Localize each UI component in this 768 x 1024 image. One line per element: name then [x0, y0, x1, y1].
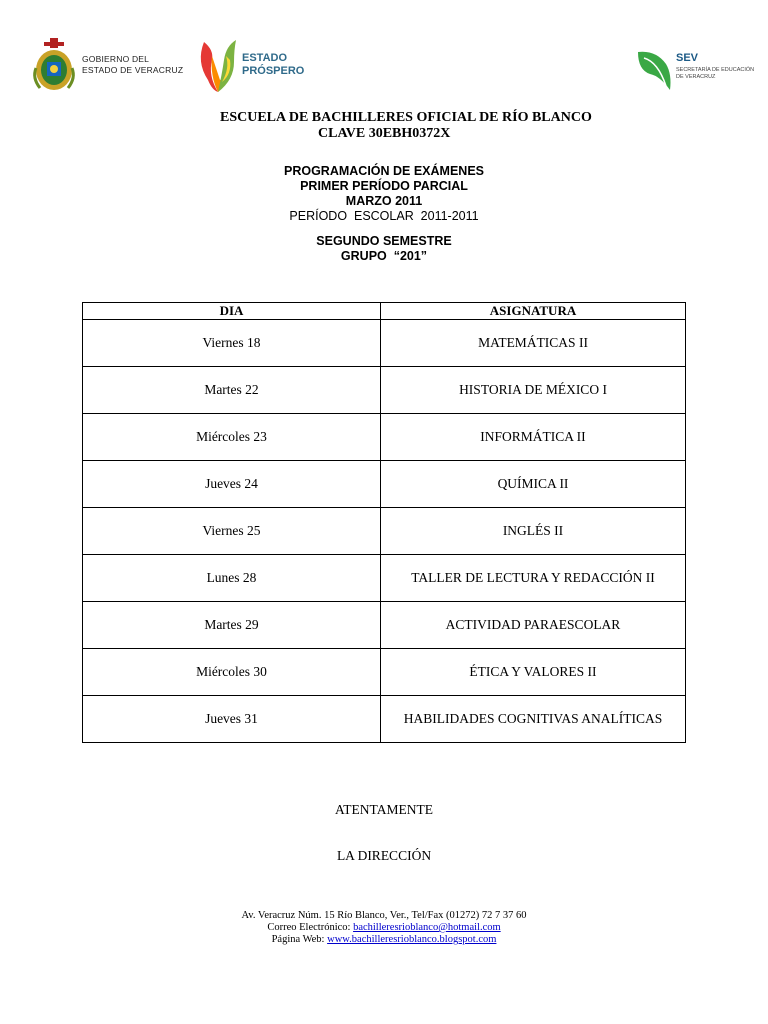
- heading-month: MARZO 2011: [345, 194, 423, 208]
- gobierno-line2: ESTADO DE VERACRUZ: [82, 65, 184, 75]
- cell-asignatura: INFORMÁTICA II: [381, 414, 686, 461]
- website-link[interactable]: www.bachilleresrioblanco.blogspot.com: [327, 934, 497, 945]
- leaf-icon: [636, 46, 676, 92]
- estado-prospero-logo: [196, 36, 326, 100]
- gobierno-line1: GOBIERNO DEL: [82, 54, 150, 64]
- table-header-row: [83, 303, 686, 320]
- cell-asignatura: TALLER DE LECTURA Y REDACCIÓN II: [381, 555, 686, 602]
- cell-dia: Miércoles 30: [83, 649, 381, 696]
- column-header-asignatura: ASIGNATURA: [381, 303, 686, 320]
- heading-group: GRUPO “201”: [340, 249, 428, 263]
- heading-school-year: PERÍODO ESCOLAR 2011-2011: [289, 209, 479, 223]
- column-header-dia: DIA: [83, 303, 381, 320]
- heading-title: PROGRAMACIÓN DE EXÁMENES: [283, 164, 485, 178]
- heading-period: PRIMER PERÍODO PARCIAL: [300, 179, 468, 193]
- cell-asignatura: ÉTICA Y VALORES II: [381, 649, 686, 696]
- footer-address: Av. Veracruz Núm. 15 Río Blanco, Ver., Tel/Fax (01272) 72 7 37 60: [241, 910, 527, 921]
- footer: [0, 910, 768, 946]
- school-clave: CLAVE 30EBH0372X: [318, 126, 451, 141]
- table-row: [83, 696, 686, 743]
- cell-dia: Martes 29: [83, 602, 381, 649]
- table-row: [83, 602, 686, 649]
- veracruz-coat-of-arms-icon: [30, 38, 78, 94]
- table-row: [83, 461, 686, 508]
- cell-asignatura: HISTORIA DE MÉXICO I: [381, 367, 686, 414]
- cell-dia: Miércoles 23: [83, 414, 381, 461]
- cell-asignatura: MATEMÁTICAS II: [381, 320, 686, 367]
- sev-line1: SECRETARÍA DE EDUCACIÓN: [676, 67, 755, 73]
- sev-title: SEV: [676, 52, 699, 64]
- cell-asignatura: HABILIDADES COGNITIVAS ANALÍTICAS: [381, 696, 686, 743]
- cell-dia: Martes 22: [83, 367, 381, 414]
- footer-email-label: Correo Electrónico:: [267, 922, 354, 933]
- exam-schedule-table: [82, 302, 686, 743]
- table-row: [83, 649, 686, 696]
- table-row: [83, 508, 686, 555]
- table-row: [83, 414, 686, 461]
- table-row: [83, 555, 686, 602]
- cell-dia: Jueves 31: [83, 696, 381, 743]
- exam-heading: [0, 164, 768, 264]
- sev-line2: DE VERACRUZ: [676, 73, 716, 80]
- cell-dia: Viernes 18: [83, 320, 381, 367]
- cell-dia: Viernes 25: [83, 508, 381, 555]
- flame-icon: [196, 36, 240, 96]
- email-link[interactable]: bachilleresrioblanco@hotmail.com: [353, 922, 501, 933]
- sev-logo: [636, 44, 768, 100]
- estado-line2: PRÓSPERO: [242, 65, 305, 77]
- cell-dia: Lunes 28: [83, 555, 381, 602]
- table-row: [83, 320, 686, 367]
- table-row: [83, 367, 686, 414]
- estado-line1: ESTADO: [242, 52, 288, 64]
- heading-semester: SEGUNDO SEMESTRE: [316, 234, 452, 248]
- school-name: ESCUELA DE BACHILLERES OFICIAL DE RÍO BLANCO: [220, 110, 592, 125]
- cell-asignatura: QUÍMICA II: [381, 461, 686, 508]
- closing-signature: LA DIRECCIÓN: [336, 848, 432, 863]
- closing-regards: ATENTAMENTE: [335, 802, 433, 817]
- gobierno-veracruz-logo: [30, 36, 190, 96]
- cell-asignatura: INGLÉS II: [381, 508, 686, 555]
- footer-web-label: Página Web:: [271, 934, 328, 945]
- cell-asignatura: ACTIVIDAD PARAESCOLAR: [381, 602, 686, 649]
- logo-header: [0, 36, 768, 100]
- cell-dia: Jueves 24: [83, 461, 381, 508]
